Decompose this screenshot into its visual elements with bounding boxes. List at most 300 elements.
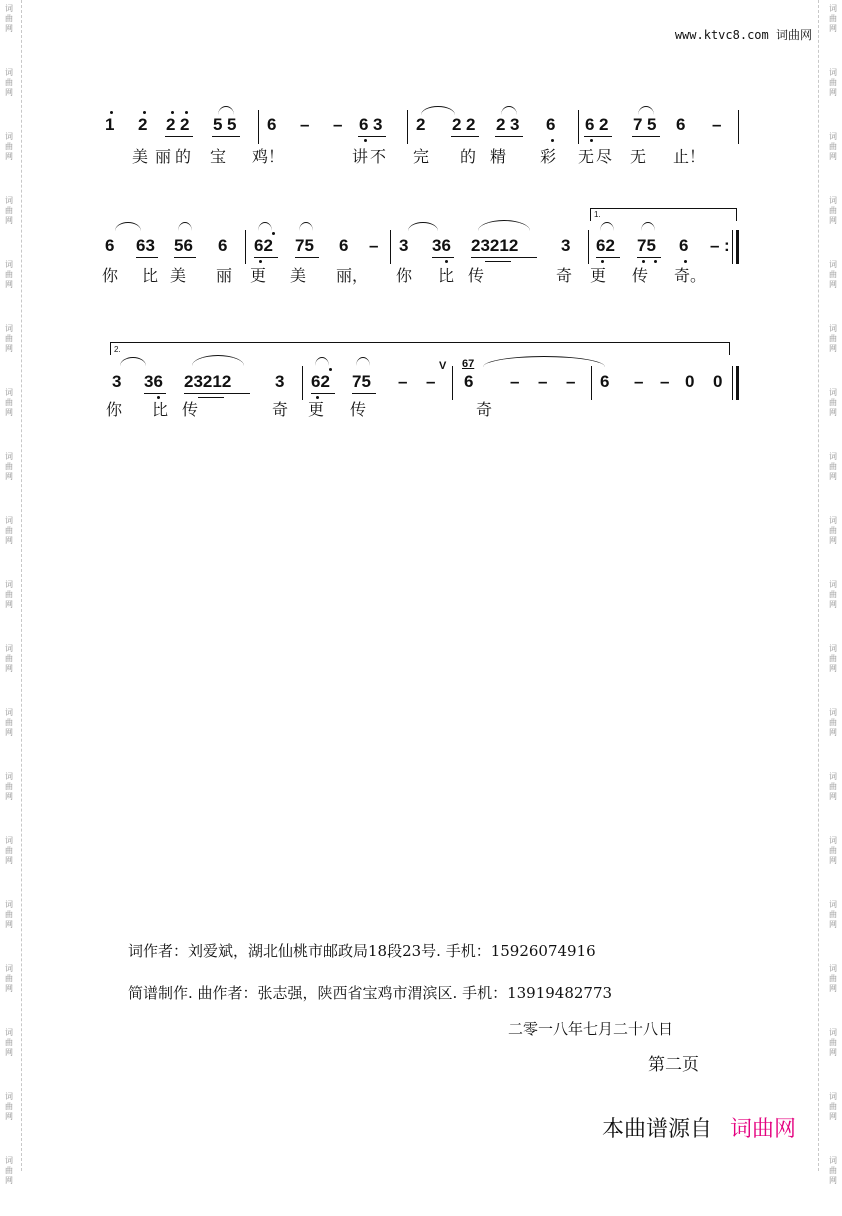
watermark-char: 网 (829, 792, 837, 801)
slur (483, 356, 605, 367)
lyric: 的 (460, 147, 477, 166)
barline (588, 230, 589, 264)
watermark-char: 网 (829, 728, 837, 737)
watermark-block (826, 0, 840, 64)
slur (192, 355, 244, 366)
watermark-char: 网 (5, 1176, 13, 1185)
watermark-char: 词 (829, 964, 837, 973)
barline (407, 110, 408, 144)
watermark-char: 曲 (5, 462, 13, 471)
high-octave-dot (110, 111, 113, 114)
note: 2 (452, 115, 462, 134)
note: 2 (599, 115, 609, 134)
dash: – (566, 372, 576, 391)
lyric: 鸡！ (252, 147, 285, 166)
note: 5 (227, 115, 237, 134)
low-octave-dot (642, 260, 645, 263)
watermark-block (826, 832, 840, 896)
watermark-char: 网 (5, 472, 13, 481)
watermark-block (2, 0, 16, 64)
note: 3 (510, 115, 520, 134)
watermark-char: 词 (5, 1156, 13, 1165)
watermark-char: 词 (829, 324, 837, 333)
note: 7 (633, 115, 643, 134)
note: 2 (466, 115, 476, 134)
low-octave-dot (316, 396, 319, 399)
watermark-char: 网 (829, 472, 837, 481)
source-label: 本曲谱源自 (601, 1117, 712, 1142)
watermark-char: 网 (829, 1048, 837, 1057)
watermark-char: 网 (829, 600, 837, 609)
lyric: 不 (370, 147, 387, 166)
watermark-char: 词 (829, 452, 837, 461)
slur (315, 357, 329, 366)
watermark-char: 曲 (5, 142, 13, 151)
watermark-block (2, 832, 16, 896)
watermark-char: 曲 (829, 910, 837, 919)
watermark-char: 词 (829, 708, 837, 717)
watermark-char: 词 (829, 260, 837, 269)
watermark-char: 网 (5, 344, 13, 353)
slur (408, 222, 438, 231)
underline (295, 257, 319, 258)
watermark-char: 网 (5, 728, 13, 737)
note: 75 (352, 372, 371, 391)
watermark-char: 曲 (829, 526, 837, 535)
date-line: 二零一八年七月二十八日 (508, 1020, 674, 1038)
watermark-block (826, 512, 840, 576)
low-octave-dot (259, 260, 262, 263)
watermark-char: 词 (829, 388, 837, 397)
dash: – (538, 372, 548, 391)
lyric: 丽 (216, 266, 233, 285)
note: 6 (464, 372, 474, 391)
note: 1 (105, 115, 115, 134)
watermark-char: 网 (829, 856, 837, 865)
final-barline (736, 366, 739, 400)
underline (352, 393, 376, 394)
watermark-char: 网 (5, 792, 13, 801)
underline (432, 257, 454, 258)
watermark-char: 曲 (5, 398, 13, 407)
watermark-block (2, 960, 16, 1024)
watermark-char: 词 (5, 132, 13, 141)
note: 3 (561, 236, 571, 255)
note: 0 (685, 372, 695, 391)
watermark-char: 词 (829, 644, 837, 653)
note: 23212 (471, 236, 519, 255)
lyric: 美 (132, 147, 149, 166)
watermark-char: 网 (829, 984, 837, 993)
repeat-end-barline (736, 230, 739, 264)
note: 36 (144, 372, 163, 391)
underline (174, 257, 196, 258)
watermark-char: 曲 (5, 782, 13, 791)
watermark-char: 词 (829, 580, 837, 589)
lyric: 美 (290, 266, 307, 285)
double-underline (485, 261, 511, 262)
watermark-char: 曲 (5, 78, 13, 87)
slur (638, 106, 654, 115)
watermark-block (826, 128, 840, 192)
watermark-char: 曲 (5, 206, 13, 215)
underline (451, 136, 479, 137)
watermark-char: 网 (829, 536, 837, 545)
composer-credit: 简谱制作. 曲作者：张志强，陕西省宝鸡市渭滨区. 手机：13919482773 (128, 984, 613, 1002)
watermark-char: 网 (829, 88, 837, 97)
watermark-char: 曲 (829, 782, 837, 791)
note: 2 (166, 115, 176, 134)
note: 6 (600, 372, 610, 391)
barline (258, 110, 259, 144)
dash: – (369, 236, 379, 255)
watermark-char: 词 (829, 132, 837, 141)
lyric: 彩 (540, 147, 557, 166)
note: 6 (105, 236, 115, 255)
dash: – (634, 372, 644, 391)
watermark-char: 网 (829, 1112, 837, 1121)
watermark-char: 曲 (829, 206, 837, 215)
note: 23212 (184, 372, 232, 391)
watermark-block (2, 448, 16, 512)
note: 75 (295, 236, 314, 255)
lyric: 比 (438, 266, 455, 285)
slur (258, 222, 272, 231)
high-octave-dot (329, 368, 332, 371)
watermark-char: 词 (829, 836, 837, 845)
watermark-block (826, 576, 840, 640)
low-octave-dot (590, 139, 593, 142)
watermark-char: 词 (829, 1028, 837, 1037)
repeat-dots: : (724, 236, 730, 255)
dash: – (510, 372, 520, 391)
right-watermark-strip (826, 0, 840, 1185)
watermark-block (826, 1152, 840, 1216)
watermark-char: 曲 (829, 1102, 837, 1111)
watermark-block (2, 320, 16, 384)
watermark-char: 词 (5, 964, 13, 973)
watermark-block (2, 768, 16, 832)
slur (120, 357, 146, 366)
lyric: 更 (308, 400, 325, 419)
watermark-block (2, 1152, 16, 1216)
score-line-1 (100, 100, 750, 180)
watermark-block (2, 896, 16, 960)
footer-source (602, 1112, 796, 1143)
watermark-char: 曲 (5, 590, 13, 599)
watermark-block (2, 1024, 16, 1088)
note: 6 (339, 236, 349, 255)
watermark-char: 曲 (5, 1102, 13, 1111)
lyric: 你 (102, 266, 119, 285)
watermark-block (2, 64, 16, 128)
lyric: 比 (152, 400, 169, 419)
slur (218, 106, 234, 115)
watermark-char: 网 (5, 24, 13, 33)
high-octave-dot (185, 111, 188, 114)
watermark-block (826, 256, 840, 320)
watermark-char: 词 (5, 708, 13, 717)
note: 6 (679, 236, 689, 255)
lyric: 止！ (673, 147, 706, 166)
lyric: 传 (350, 400, 367, 419)
barline (390, 230, 391, 264)
note: 5 (647, 115, 657, 134)
low-octave-dot (157, 396, 160, 399)
note: 2 (138, 115, 148, 134)
watermark-char: 网 (5, 536, 13, 545)
watermark-char: 词 (5, 1028, 13, 1037)
watermark-char: 词 (829, 900, 837, 909)
underline (212, 136, 240, 137)
watermark-block (2, 192, 16, 256)
watermark-char: 曲 (5, 14, 13, 23)
barline (738, 110, 739, 144)
watermark-char: 词 (5, 4, 13, 13)
barline (302, 366, 303, 400)
watermark-char: 网 (829, 24, 837, 33)
watermark-char: 网 (5, 152, 13, 161)
dash: – (426, 372, 436, 391)
lyric: 尽 (596, 147, 613, 166)
low-octave-dot (684, 260, 687, 263)
dash: – (398, 372, 408, 391)
score-line-3 (108, 342, 758, 422)
underline (632, 136, 660, 137)
lyric: 奇。 (674, 266, 707, 285)
watermark-block (826, 640, 840, 704)
watermark-char: 网 (5, 920, 13, 929)
low-octave-dot (654, 260, 657, 263)
underline (136, 257, 158, 258)
barline (452, 366, 453, 400)
barline (245, 230, 246, 264)
watermark-char: 曲 (829, 14, 837, 23)
watermark-block (826, 448, 840, 512)
watermark-block (2, 256, 16, 320)
watermark-char: 曲 (829, 78, 837, 87)
left-margin-line (21, 0, 22, 1171)
watermark-char: 曲 (5, 1038, 13, 1047)
watermark-char: 曲 (829, 398, 837, 407)
watermark-block (2, 704, 16, 768)
watermark-char: 词 (5, 196, 13, 205)
watermark-block (826, 64, 840, 128)
underline (311, 393, 335, 394)
watermark-char: 曲 (829, 462, 837, 471)
low-octave-dot (445, 260, 448, 263)
watermark-block (2, 128, 16, 192)
note: 6 (267, 115, 277, 134)
note: 62 (254, 236, 273, 255)
note: 62 (311, 372, 330, 391)
note: 6 (676, 115, 686, 134)
underline (584, 136, 612, 137)
grace-notes: 67 (462, 358, 475, 370)
slur (115, 222, 141, 231)
watermark-char: 词 (5, 260, 13, 269)
dash: – (710, 236, 720, 255)
watermark-char: 词 (829, 772, 837, 781)
low-octave-dot (364, 139, 367, 142)
watermark-char: 网 (829, 280, 837, 289)
watermark-char: 词 (829, 516, 837, 525)
site-url[interactable]: www.ktvc8.com (674, 28, 769, 42)
watermark-block (826, 320, 840, 384)
note: 2 (416, 115, 426, 134)
slur (600, 222, 614, 231)
high-octave-dot (272, 232, 275, 235)
watermark-char: 曲 (829, 334, 837, 343)
watermark-block (2, 576, 16, 640)
underline (165, 136, 193, 137)
watermark-char: 词 (5, 452, 13, 461)
watermark-char: 曲 (5, 334, 13, 343)
watermark-char: 曲 (829, 270, 837, 279)
lyric: 更 (590, 266, 607, 285)
lyric: 你 (106, 400, 123, 419)
underline (144, 393, 166, 394)
site-name: 词曲网 (775, 28, 812, 42)
underline (596, 257, 620, 258)
underline (254, 257, 278, 258)
watermark-char: 曲 (829, 590, 837, 599)
note: 63 (136, 236, 155, 255)
lyric: 奇 (476, 400, 493, 419)
underline (471, 257, 537, 258)
watermark-block (2, 384, 16, 448)
second-ending-number: 2. (114, 345, 121, 354)
lyric: 传 (632, 266, 649, 285)
note: 3 (275, 372, 285, 391)
watermark-char: 网 (829, 1176, 837, 1185)
lyricist-credit: 词作者：刘爱斌，湖北仙桃市邮政局18段23号. 手机：15926074916 (128, 942, 596, 960)
high-octave-dot (143, 111, 146, 114)
watermark-char: 词 (5, 772, 13, 781)
watermark-char: 网 (829, 408, 837, 417)
watermark-char: 网 (5, 408, 13, 417)
watermark-char: 网 (829, 344, 837, 353)
watermark-char: 曲 (829, 142, 837, 151)
watermark-char: 曲 (829, 846, 837, 855)
dash: – (300, 115, 310, 134)
watermark-char: 网 (5, 280, 13, 289)
lyric: 传 (468, 266, 485, 285)
score-line-2 (100, 208, 750, 288)
watermark-char: 词 (829, 68, 837, 77)
underline (184, 393, 250, 394)
watermark-char: 曲 (5, 974, 13, 983)
watermark-char: 网 (5, 216, 13, 225)
high-octave-dot (171, 111, 174, 114)
underline (637, 257, 661, 258)
watermark-char: 网 (829, 216, 837, 225)
slur (178, 222, 192, 231)
watermark-char: 网 (829, 664, 837, 673)
watermark-char: 词 (829, 1092, 837, 1101)
lyric: 美 (170, 266, 187, 285)
lyric: 讲 (352, 147, 369, 166)
barline (591, 366, 592, 400)
watermark-char: 词 (5, 388, 13, 397)
double-underline (198, 397, 224, 398)
watermark-char: 曲 (5, 910, 13, 919)
watermark-char: 曲 (829, 1166, 837, 1175)
watermark-block (2, 1088, 16, 1152)
watermark-char: 词 (5, 516, 13, 525)
dash: – (712, 115, 722, 134)
watermark-block (826, 704, 840, 768)
watermark-block (826, 896, 840, 960)
watermark-char: 曲 (5, 846, 13, 855)
slur (501, 106, 517, 115)
watermark-char: 网 (829, 920, 837, 929)
second-ending-bracket (110, 342, 730, 355)
note: 6 (585, 115, 595, 134)
watermark-char: 词 (5, 580, 13, 589)
dash: – (660, 372, 670, 391)
watermark-char: 曲 (5, 718, 13, 727)
lyric: 传 (182, 400, 199, 419)
note: 5 (213, 115, 223, 134)
watermark-char: 词 (5, 900, 13, 909)
lyric: 无 (630, 147, 647, 166)
watermark-char: 网 (5, 856, 13, 865)
dash: – (333, 115, 343, 134)
watermark-char: 曲 (5, 1166, 13, 1175)
underline (495, 136, 523, 137)
note: 3 (112, 372, 122, 391)
watermark-char: 网 (829, 152, 837, 161)
watermark-char: 词 (829, 196, 837, 205)
watermark-block (826, 1024, 840, 1088)
lyric: 奇 (556, 266, 573, 285)
first-ending-bracket (590, 208, 737, 221)
watermark-block (2, 640, 16, 704)
lyric: 精 (490, 147, 507, 166)
watermark-block (826, 192, 840, 256)
page-number: 第二页 (648, 1055, 699, 1075)
slur (299, 222, 313, 231)
watermark-block (2, 512, 16, 576)
brand-link[interactable]: 词曲网 (729, 1117, 796, 1142)
lyric: 完 (413, 147, 430, 166)
breath-mark: V (439, 360, 447, 372)
watermark-char: 网 (5, 984, 13, 993)
watermark-block (826, 960, 840, 1024)
lyric: 奇 (272, 400, 289, 419)
watermark-char: 网 (5, 1048, 13, 1057)
lyric: 比 (142, 266, 159, 285)
note: 56 (174, 236, 193, 255)
underline (358, 136, 386, 137)
watermark-char: 词 (829, 1156, 837, 1165)
lyric: 更 (250, 266, 267, 285)
first-ending-number: 1. (594, 210, 601, 219)
watermark-char: 网 (5, 1112, 13, 1121)
lyric: 你 (396, 266, 413, 285)
lyric: 的 (175, 147, 192, 166)
note: 75 (637, 236, 656, 255)
note: 6 (546, 115, 556, 134)
slur (356, 357, 370, 366)
watermark-char: 曲 (829, 974, 837, 983)
barline (578, 110, 579, 144)
watermark-block (826, 768, 840, 832)
watermark-char: 网 (5, 88, 13, 97)
watermark-char: 词 (5, 644, 13, 653)
slur (478, 220, 530, 231)
